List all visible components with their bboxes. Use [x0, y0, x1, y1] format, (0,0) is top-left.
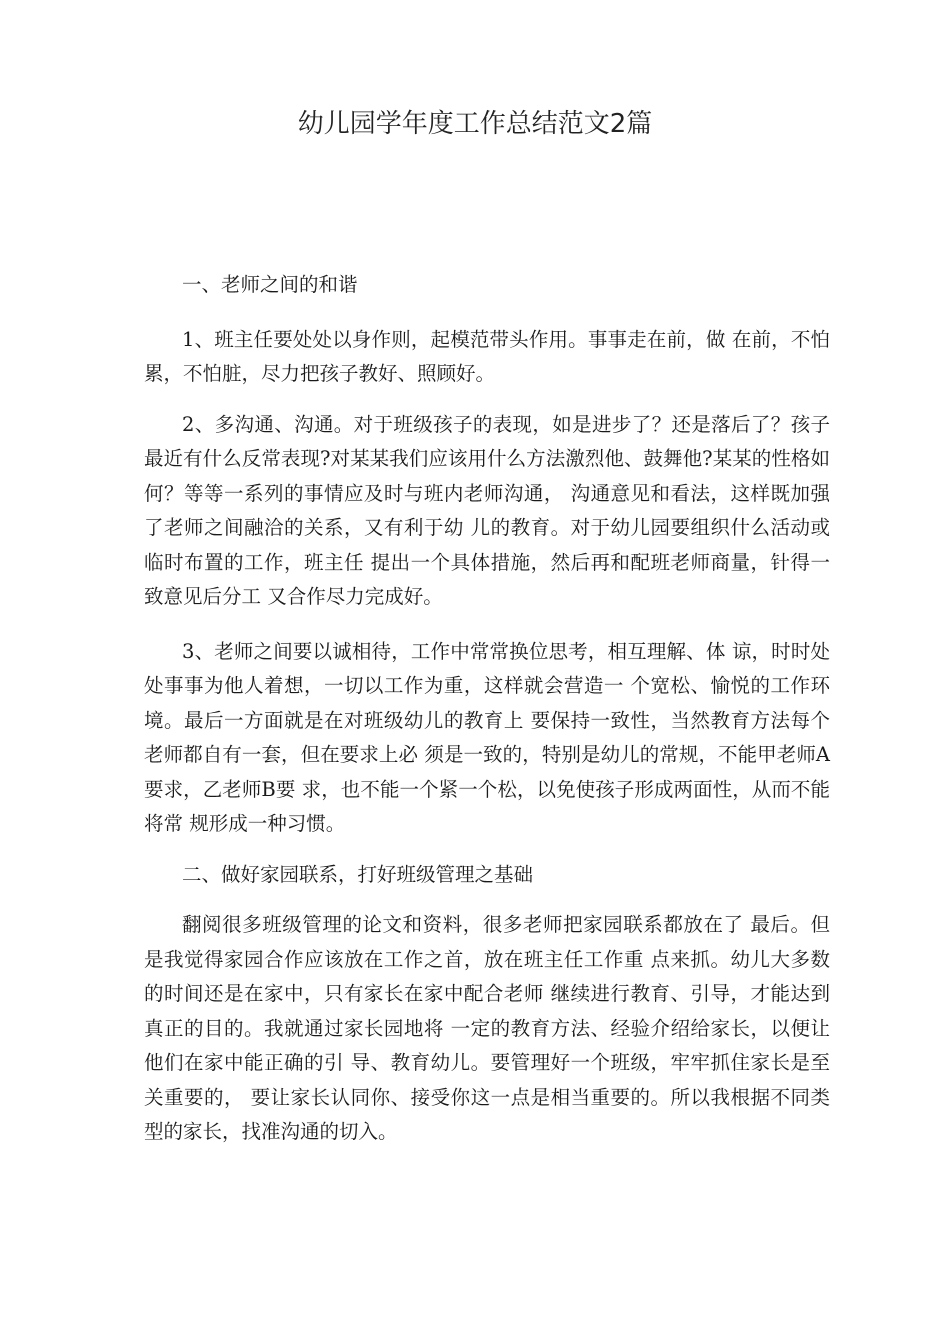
paragraph: 1、班主任要处处以身作则，起模范带头作用。事事走在前，做 在前，不怕累，不怕脏，尽力把孩子教好、照顾好。: [144, 327, 830, 385]
document-body: [144, 268, 830, 1150]
paragraph: 3、老师之间要以诚相待，工作中常常换位思考，相互理解、体 谅，时时处处事事为他人着想，一切以工作为重，这样就会营造一 个宽松、愉悦的工作环境。最后一方面就是在对班级幼儿的教育上 要保持一致性，当然教育方法每个老师都自有一套，但在要求上必 须是一致的，特别是幼儿的常规，不能甲老师A要求，乙老师B要 求，也不能一个紧一个松，以免使孩子形成两面性，从而不能将常 规形成一种习惯。: [144, 639, 830, 835]
paragraph: 翻阅很多班级管理的论文和资料，很多老师把家园联系都放在了 最后。但是我觉得家园合作应该放在工作之首，放在班主任工作重 点来抓。幼儿大多数的时间还是在家中，只有家长在家中配合老师 继续进行教育、引导，才能达到真正的目的。我就通过家长园地将 一定的教育方法、经验介绍给家长，以便让他们在家中能正确的引 导、教育幼儿。要管理好一个班级，牢牢抓住家长是至关重要的， 要让家长认同你、接受你这一点是相当重要的。所以我根据不同类 型的家长，找准沟通的切入。: [144, 913, 830, 1143]
document-title: 幼儿园学年度工作总结范文2篇: [297, 109, 653, 139]
paragraph: 2、多沟通、沟通。对于班级孩子的表现，如是进步了？还是落后了？孩子最近有什么反常表现?对某某我们应该用什么方法激烈他、鼓舞他?某某的性格如何？等等一系列的事情应及时与班内老师沟通， 沟通意见和看法，这样既加强了老师之间融洽的关系，又有利于幼 儿的教育。对于幼儿园要组织什么活动或临时布置的工作，班主任 提出一个具体措施，然后再和配班老师商量，针得一致意见后分工 又合作尽力完成好。: [144, 412, 830, 608]
section-heading: 一、老师之间的和谐: [182, 273, 358, 296]
section-heading: 二、做好家园联系，打好班级管理之基础: [182, 862, 534, 886]
